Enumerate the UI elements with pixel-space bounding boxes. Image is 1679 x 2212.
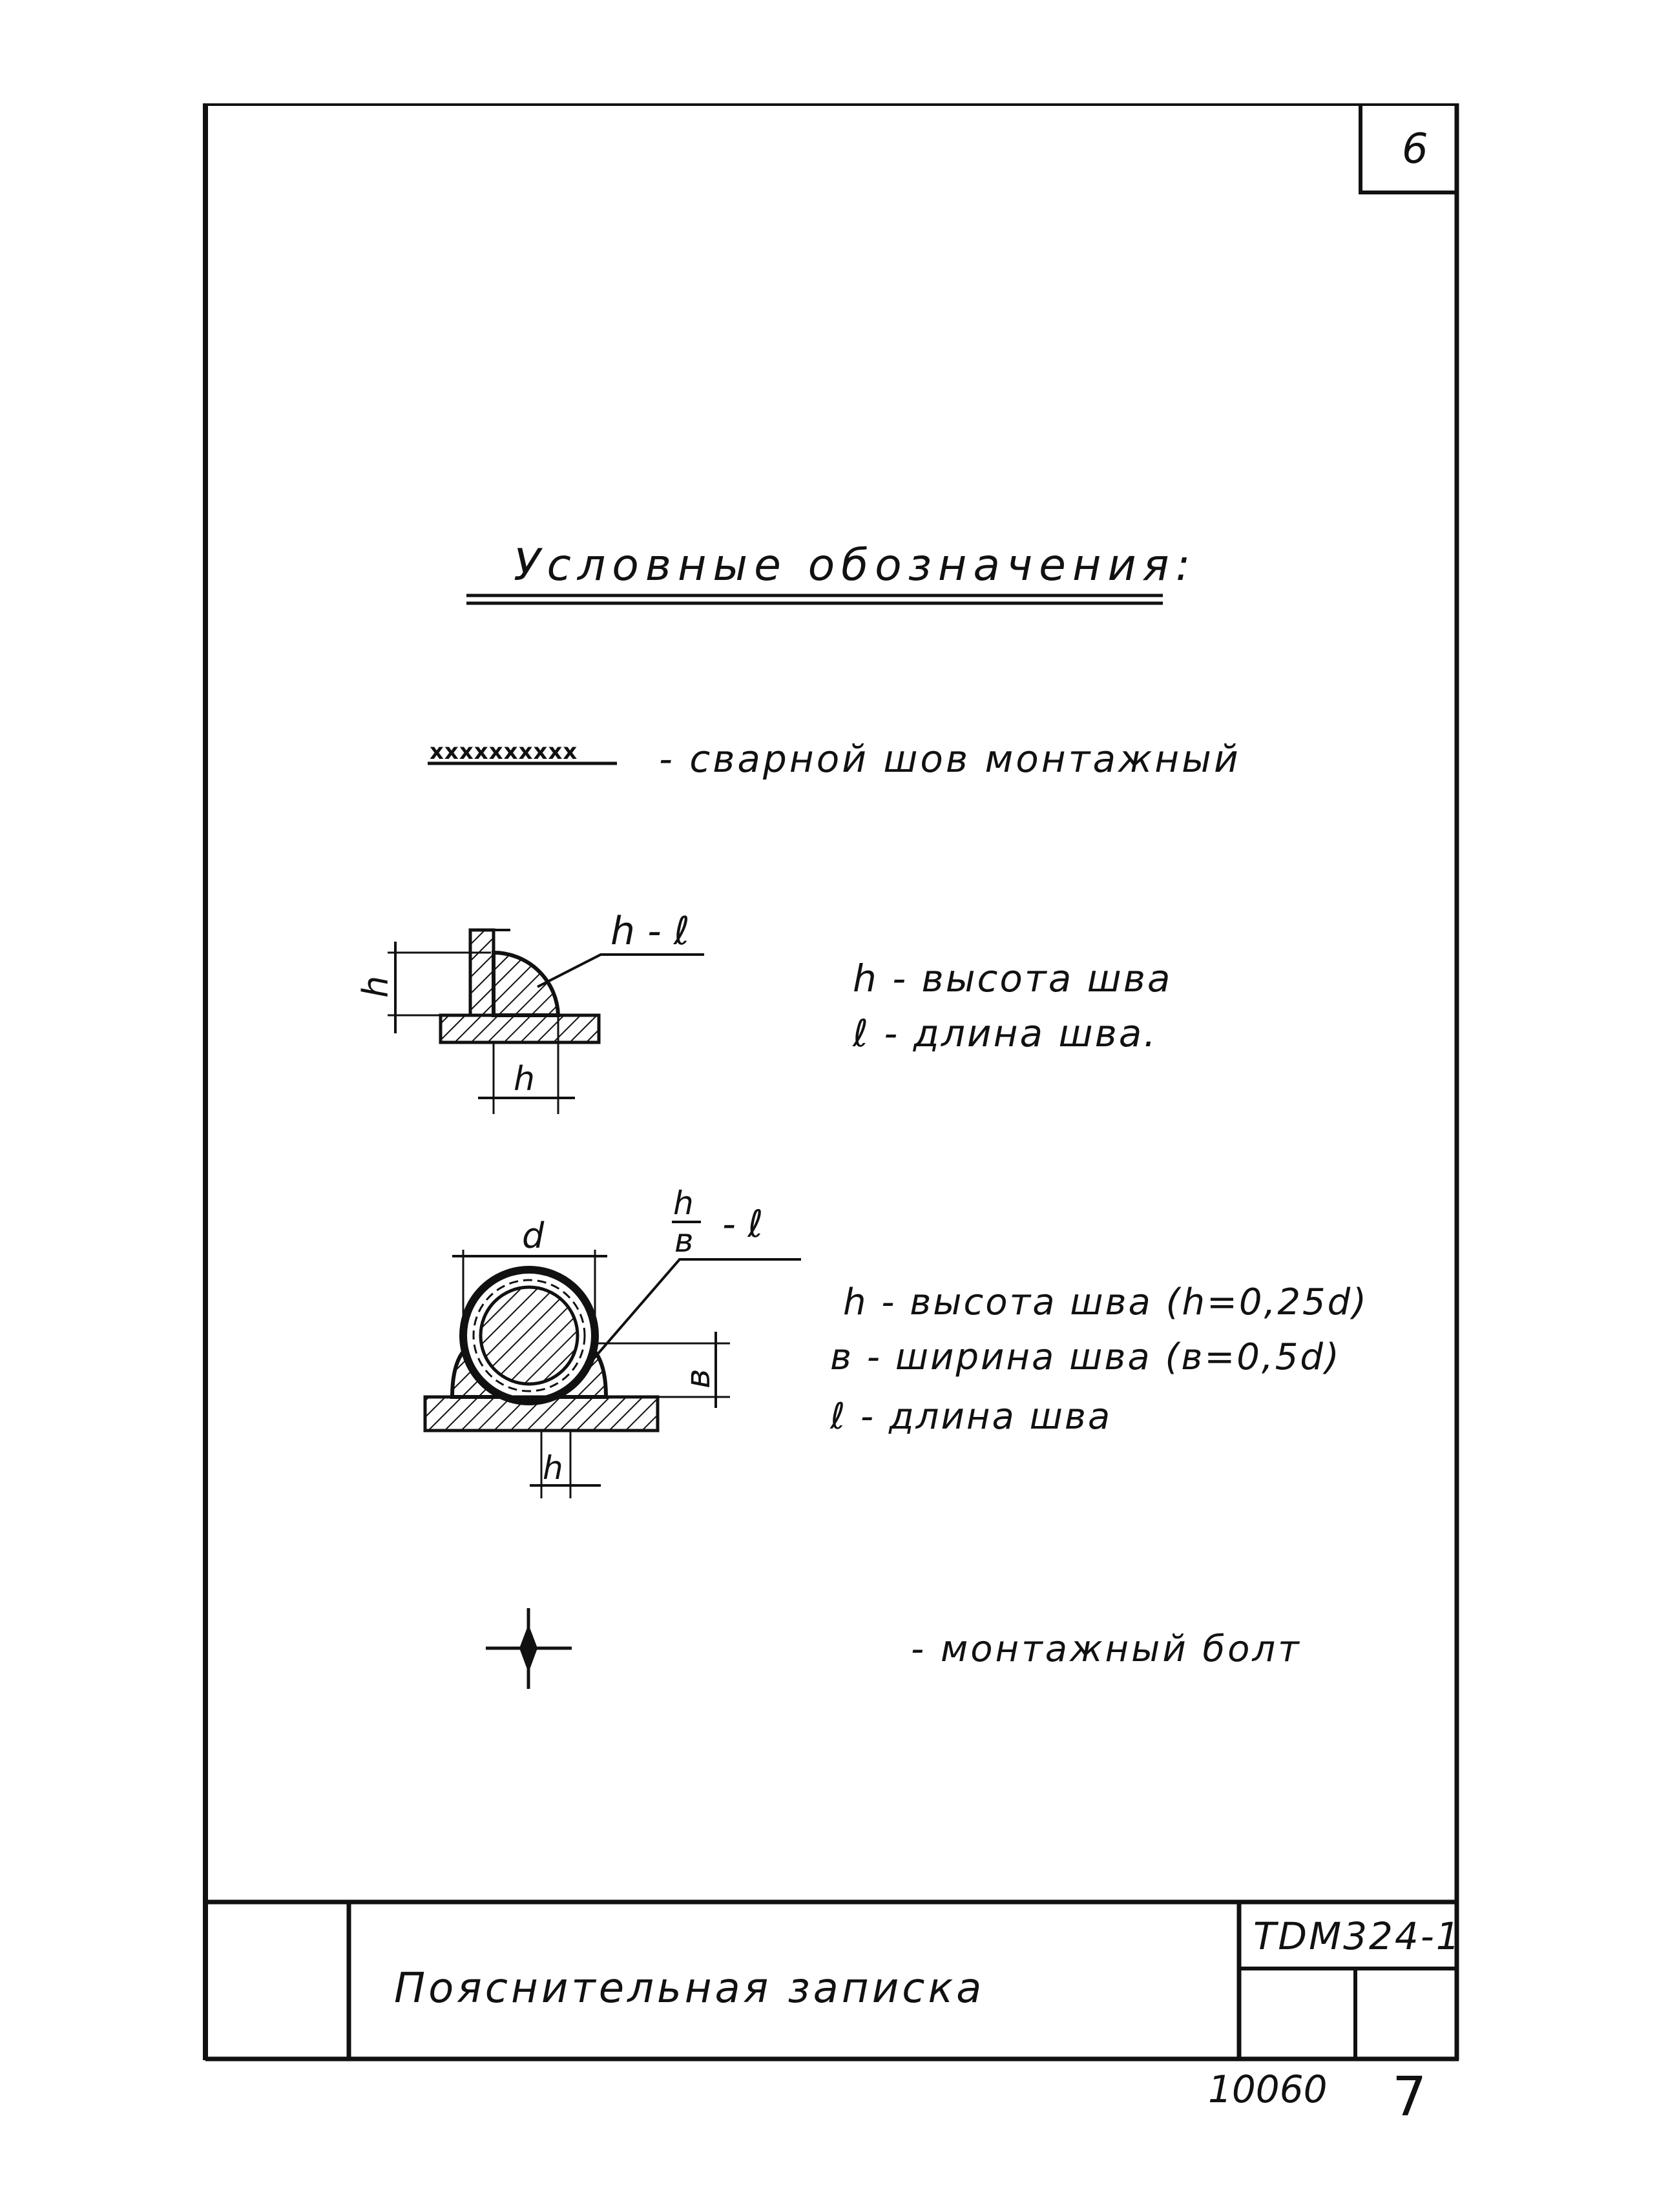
bottom-right-number: 7 xyxy=(1392,2065,1427,2128)
fillet-callout: h - ℓ xyxy=(610,909,690,954)
drawing-code: TDM324-1 xyxy=(1253,1914,1462,1958)
mounting-bolt-icon xyxy=(486,1608,572,1689)
legend-heading xyxy=(466,540,1196,603)
mounting-bolt-description: - монтажный болт xyxy=(911,1628,1302,1670)
round-legend-line-1: h - высота шва (h=0,25d) xyxy=(843,1281,1369,1323)
round-dim-b: в xyxy=(679,1369,718,1389)
page-number: 6 xyxy=(1402,125,1428,173)
round-callout-denominator: в xyxy=(674,1222,694,1259)
fillet-dim-h-horizontal: h xyxy=(514,1060,535,1099)
round-weld-drawing xyxy=(425,1184,801,1498)
round-dim-d: d xyxy=(522,1215,545,1256)
mounting-bolt-legend xyxy=(486,1608,1302,1689)
sheet-frame xyxy=(205,103,1459,2060)
round-callout-length: - ℓ xyxy=(722,1202,764,1246)
round-legend-line-2: в - ширина шва (в=0,5d) xyxy=(830,1336,1341,1378)
round-weld-detail xyxy=(425,1184,1368,1498)
page-title: Условные обозначения: xyxy=(514,540,1197,591)
weld-seam-description: - сварной шов монтажный xyxy=(659,737,1241,781)
fillet-legend-line-1: h - высота шва xyxy=(853,956,1173,1000)
weld-seam-legend xyxy=(428,737,1241,781)
footer-title: Пояснительная записка xyxy=(394,1965,985,2012)
weld-seam-symbol: xxxxxxxxxx xyxy=(430,739,578,765)
fillet-weld-drawing xyxy=(355,909,704,1114)
page-number-box xyxy=(1361,105,1457,192)
round-legend-line-3: ℓ - длина шва xyxy=(830,1396,1112,1438)
fillet-dim-h-vertical: h xyxy=(355,975,396,998)
fillet-legend-line-2: ℓ - длина шва. xyxy=(853,1011,1158,1055)
round-callout-numerator: h xyxy=(673,1184,694,1222)
bottom-left-number: 10060 xyxy=(1208,2067,1328,2111)
round-dim-h: h xyxy=(543,1449,563,1487)
fillet-weld-detail xyxy=(355,909,1172,1114)
